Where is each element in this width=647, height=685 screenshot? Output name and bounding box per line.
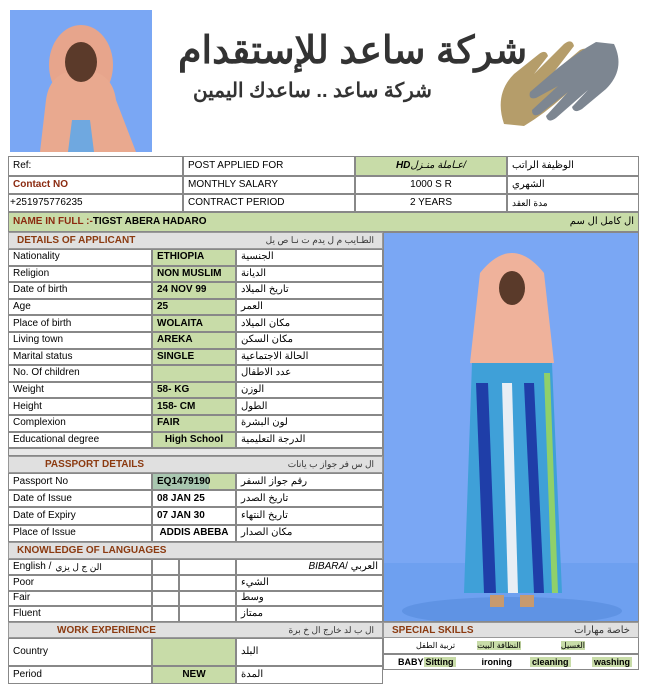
applicant-row-value: 24 NOV 99	[152, 282, 236, 299]
applicant-row-value: 25	[152, 299, 236, 316]
post-value-ar: /عـاملة منـزل	[410, 160, 467, 171]
applicant-row-value: High School	[152, 432, 236, 449]
skill-ar-childcare: تربية الطفل	[416, 640, 456, 650]
skill-ar-washing: الغسيل	[560, 640, 586, 650]
applicant-row-label-ar: الطول	[236, 398, 383, 415]
full-body-figure-icon	[384, 233, 639, 622]
work-period-ar: المدة	[236, 666, 383, 684]
post-value	[355, 156, 507, 176]
lang-english-text: English /	[13, 561, 52, 572]
applicant-title-ar: الطـايب م ل يدم ت نـا ص يل	[265, 235, 374, 245]
skill-washing: washing	[593, 656, 630, 667]
applicant-row-label: Educational degree	[8, 432, 152, 449]
applicant-row-label: Age	[8, 299, 152, 316]
passport-row-label-ar: تاريخ النتهاء	[236, 507, 383, 524]
salary-value: 1000 S R	[355, 176, 507, 194]
applicant-row-label-ar: تاريخ الميلاد	[236, 282, 383, 299]
language-level-cell-1	[152, 575, 179, 591]
salary-label-ar: الشهري	[507, 176, 639, 194]
contract-value: 2 YEARS	[355, 194, 507, 212]
language-level-label: Poor	[8, 575, 152, 591]
name-label-ar: ال كامل ال سم	[569, 216, 634, 227]
language-level-cell-1	[152, 591, 179, 607]
lang-english-cell-2	[179, 559, 236, 575]
applicant-row-label: Religion	[8, 266, 152, 283]
applicant-row-label-ar: الجنسية	[236, 249, 383, 266]
applicant-row-label: Complexion	[8, 415, 152, 432]
work-country-value	[152, 638, 236, 666]
contact-label: Contact NO	[8, 176, 183, 194]
passport-section-title	[8, 456, 383, 473]
skills-ar-row	[383, 638, 639, 654]
applicant-row-label: Date of birth	[8, 282, 152, 299]
applicant-row-label-ar: الوزن	[236, 382, 383, 399]
lang-english-label	[8, 559, 152, 575]
applicant-row-value: SINGLE	[152, 349, 236, 366]
lang-english-cell-1	[152, 559, 179, 575]
work-country-label: Country	[8, 638, 152, 666]
applicant-row-label: Weight	[8, 382, 152, 399]
applicant-row-value: NON MUSLIM	[152, 266, 236, 283]
name-row	[8, 212, 639, 232]
passport-row-label-ar: مكان الصدار	[236, 525, 383, 542]
post-value-code: HD	[395, 160, 411, 171]
full-body-photo	[383, 232, 639, 622]
applicant-title: DETAILS OF APPLICANT	[17, 235, 136, 246]
applicant-row-value: 158- CM	[152, 398, 236, 415]
language-level-cell-2	[179, 606, 236, 622]
work-country-ar: البلد	[236, 638, 383, 666]
applicant-row-value: WOLAITA	[152, 315, 236, 332]
applicant-row-label: Place of birth	[8, 315, 152, 332]
applicant-row-label-ar: مكان السكن	[236, 332, 383, 349]
skills-row	[383, 654, 639, 670]
lang-english-ar: الن ج ل يزي	[55, 561, 102, 572]
helping-hands-icon	[484, 14, 634, 144]
company-logo	[484, 14, 634, 144]
applicant-row-label-ar: الدرجة التعليمية	[236, 432, 383, 449]
language-level-label: Fair	[8, 591, 152, 607]
passport-row-label-ar: تاريخ الصدر	[236, 490, 383, 507]
passport-title-ar: ال س فر جواز ب يانات	[287, 459, 374, 469]
passport-row-value: ADDIS ABEBA	[152, 525, 236, 542]
work-title: WORK EXPERIENCE	[57, 624, 156, 636]
passport-title: PASSPORT DETAILS	[45, 459, 145, 470]
applicant-row-label: Height	[8, 398, 152, 415]
skills-title: SPECIAL SKILLS	[392, 624, 474, 636]
applicant-row-label: Marital status	[8, 349, 152, 366]
contact-value: +251975776235	[8, 194, 183, 212]
skill-ironing: ironing	[481, 656, 513, 667]
passport-row-label-ar: رقم جواز السفر	[236, 473, 383, 490]
skill-cleaning: cleaning	[532, 656, 569, 667]
applicant-row-value: 58- KG	[152, 382, 236, 399]
name-label: NAME IN FULL :-	[13, 216, 93, 227]
skills-title-ar: خاصة مهارات	[574, 624, 630, 636]
post-label-ar: الوظيفة الراتب	[507, 156, 639, 176]
applicant-row-label-ar: لون البشرة	[236, 415, 383, 432]
language-level-label: Fluent	[8, 606, 152, 622]
language-level-label-ar: ممتاز	[236, 606, 383, 622]
applicant-row-label-ar: مكان الميلاد	[236, 315, 383, 332]
language-level-label-ar: وسط	[236, 591, 383, 607]
applicant-row-label: No. Of children	[8, 365, 152, 382]
work-section-title	[8, 622, 383, 638]
passport-row-value: 07 JAN 30	[152, 507, 236, 524]
name-value: TIGST ABERA HADARO	[92, 216, 207, 227]
applicant-row-label-ar: العمر	[236, 299, 383, 316]
applicant-row-label: Nationality	[8, 249, 152, 266]
company-name: شركة ساعد للإستقدام	[178, 30, 528, 72]
lang-arabic-ar: العربي /	[345, 561, 378, 572]
applicant-row-value	[152, 365, 236, 382]
header	[8, 10, 639, 155]
portrait-figure-icon	[10, 10, 152, 152]
company-slogan: شركة ساعد .. ساعدك اليمين	[193, 80, 432, 102]
work-period-label: Period	[8, 666, 152, 684]
applicant-spacer	[8, 448, 383, 456]
contract-label: CONTRACT PERIOD	[183, 194, 355, 212]
language-level-label-ar: الشيء	[236, 575, 383, 591]
passport-row-value: EQ1479190	[152, 473, 236, 490]
portrait-photo	[10, 10, 152, 152]
passport-row-label: Place of Issue	[8, 525, 152, 542]
applicant-row-value: FAIR	[152, 415, 236, 432]
passport-row-label: Date of Issue	[8, 490, 152, 507]
skill-baby-prefix: BABY	[398, 656, 424, 667]
applicant-row-label: Living town	[8, 332, 152, 349]
ref-label: Ref:	[8, 156, 183, 176]
lang-arabic-label	[236, 559, 383, 575]
skill-ar-cleaning: النظافة البيت	[477, 640, 521, 650]
applicant-row-label-ar: الحالة الاجتماعية	[236, 349, 383, 366]
language-level-cell-1	[152, 606, 179, 622]
salary-label: MONTHLY SALARY	[183, 176, 355, 194]
contract-label-ar: مدة العقد	[507, 194, 639, 212]
applicant-row-value: AREKA	[152, 332, 236, 349]
applicant-row-value: ETHIOPIA	[152, 249, 236, 266]
passport-row-label: Passport No	[8, 473, 152, 490]
applicant-row-label-ar: عدد الاطفال	[236, 365, 383, 382]
passport-row-value: 08 JAN 25	[152, 490, 236, 507]
work-period-value: NEW	[152, 666, 236, 684]
language-level-cell-2	[179, 575, 236, 591]
applicant-section-title	[8, 232, 383, 249]
skill-sitting: Sitting	[425, 656, 454, 667]
post-label: POST APPLIED FOR	[183, 156, 355, 176]
lang-arabic-text: BIBARA	[308, 561, 346, 572]
passport-row-label: Date of Expiry	[8, 507, 152, 524]
language-level-cell-2	[179, 591, 236, 607]
languages-section-title: KNOWLEDGE OF LANGUAGES	[8, 542, 383, 559]
applicant-row-label-ar: الديانة	[236, 266, 383, 283]
skills-section-title	[383, 622, 639, 638]
work-title-ar: ال ب لد خارج ال خ برة	[288, 624, 374, 635]
